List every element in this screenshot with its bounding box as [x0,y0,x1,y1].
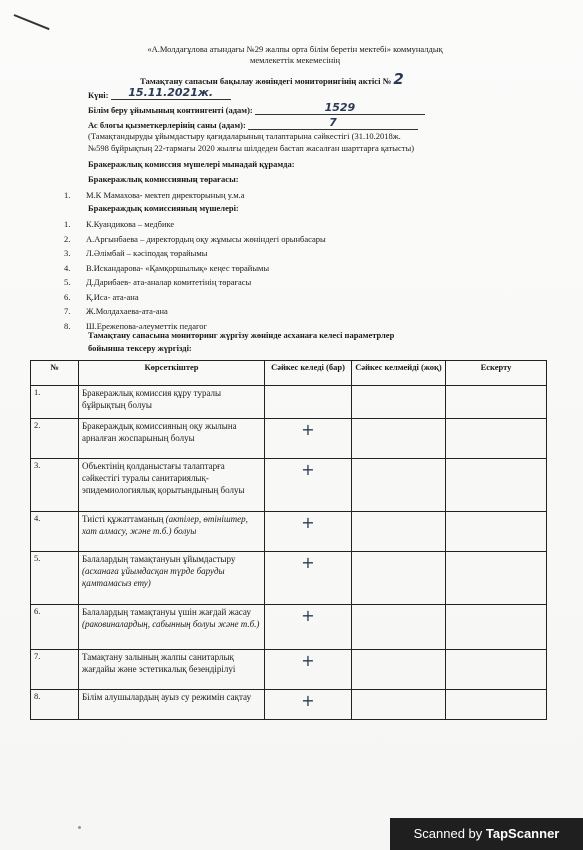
yes-mark: + [265,605,352,650]
list-item: 1. М.К Мамахова- мектеп директорының у.м.а [64,190,245,200]
col-header-no: Сәйкес келмейді (жоқ) [352,361,446,386]
date-value: 15.11.2021ж. [111,86,231,100]
yes-mark: + [265,419,352,459]
list-item: 8. Ш.Ережепова-әлеуметтік педагог [64,320,207,331]
yes-mark: + [265,552,352,605]
list-item: 2. А.Аргынбаева – директордың оқу жұмысы жөніндегі орынбасары [64,233,326,244]
list-item: 4. В.Искандарова- «Қамқоршылық» кеңес төрайымы [64,262,270,273]
header-line-1: «А.Молдағұлова атындағы №29 жалпы орта білім беретін мектебі» коммуналдық [147,44,443,54]
yes-mark: + [265,512,352,552]
act-number: 2 [393,70,404,88]
staff-value: 7 [248,116,418,130]
table-row: 8. Білім алушылардың ауыз су режимін сақтау + [31,690,547,720]
table-row: 1. Бракеражлық комиссия құру туралы бұйрықтың болуы [31,386,547,419]
table-row: 6. Балалардың тамақтануы үшін жағдай жасау (раковиналардың, сабынның болуы және т.б.) + [31,605,547,650]
table-header-row [31,361,547,386]
commission-heading: Бракеражлық комиссия мүшелері мынадай құрамда: [88,159,295,169]
members-list [64,217,326,333]
col-header-yes: Сәйкес келеді (бар) [265,361,352,386]
list-item: 5. Д.Дарибаев- ата-аналар комитетінің төрағасы [64,277,252,287]
act-title: Тамақтану сапасын бақылау жөніндегі мониторингінің актісі № 2 [140,70,404,88]
students-value: 1529 [255,101,425,115]
list-item: 3. Л.Әлімбай – кәсіподақ төрайымы [64,248,208,258]
list-item: 7. Ж.Молдахаева-ата-ана [64,306,168,316]
monitoring-table [30,360,547,720]
students-row: Білім беру ұйымының контингенті (адам): 1529 [88,101,425,115]
table-row: 7. Тамақтану залының жалпы санитарлық жағдайы және эстетикалық безендірілуі + [31,650,547,690]
table-row: 2. Бракераждық комиссияның оқу жылына арналған жоспарының болуы + [31,419,547,459]
date-row: Күні: 15.11.2021ж. [88,86,231,100]
scanner-watermark: Scanned by TapScanner [390,818,583,850]
yes-mark: + [265,459,352,512]
col-header-num: № [31,361,79,386]
yes-mark [265,386,352,419]
col-header-note: Ескерту [446,361,547,386]
scan-speck [78,826,81,829]
params-heading-2: бойынша тексеру жүргізді: [88,343,192,353]
staff-row: Ас блогы қызметкерлерінің саны (адам): 7 [88,116,418,130]
params-heading-1: Тамақтану сапасына мониторинг жүргізу жөнінде асханаға келесі параметрлер [88,330,395,340]
list-item: 6. Қ.Иса- ата-ана [64,291,139,302]
table-row: 5. Балалардың тамақтануын ұйымдастыру (асханаға ұйымдасқан түрде баруды қамтамасыз ету) + [31,552,547,605]
col-header-indicator: Көрсеткіштер [79,361,265,386]
header-line-2: мемлекеттік мекемесінің [249,55,341,65]
note-line-1: (Тамақтандыруды ұйымдастыру қағидаларының талаптарына сәйкестігі (31.10.2018ж. [88,131,401,141]
note-line-2: №598 бұйрықтың 22-тармағы 2020 жылғы шілдеден бастап жасалған шарттарға қатысты) [88,143,415,153]
pen-mark [14,14,50,30]
chair-list [64,188,245,203]
yes-mark: + [265,650,352,690]
members-heading: Бракераждық комиссияның мүшелері: [88,203,239,213]
list-item: 1. К.Куандикова – медбике [64,219,175,229]
yes-mark: + [265,690,352,720]
table-row: 3. Объектінің қолданыстағы талаптарға сәйкестігі туралы санитариялық-эпидемиологиялық қорытындының болуы + [31,459,547,512]
chair-heading: Бракеражлық комиссияның төрағасы: [88,174,239,184]
table-row: 4. Тиісті құжаттаманың (актілер, өтініштер, хат алмасу, және т.б.) болуы + [31,512,547,552]
